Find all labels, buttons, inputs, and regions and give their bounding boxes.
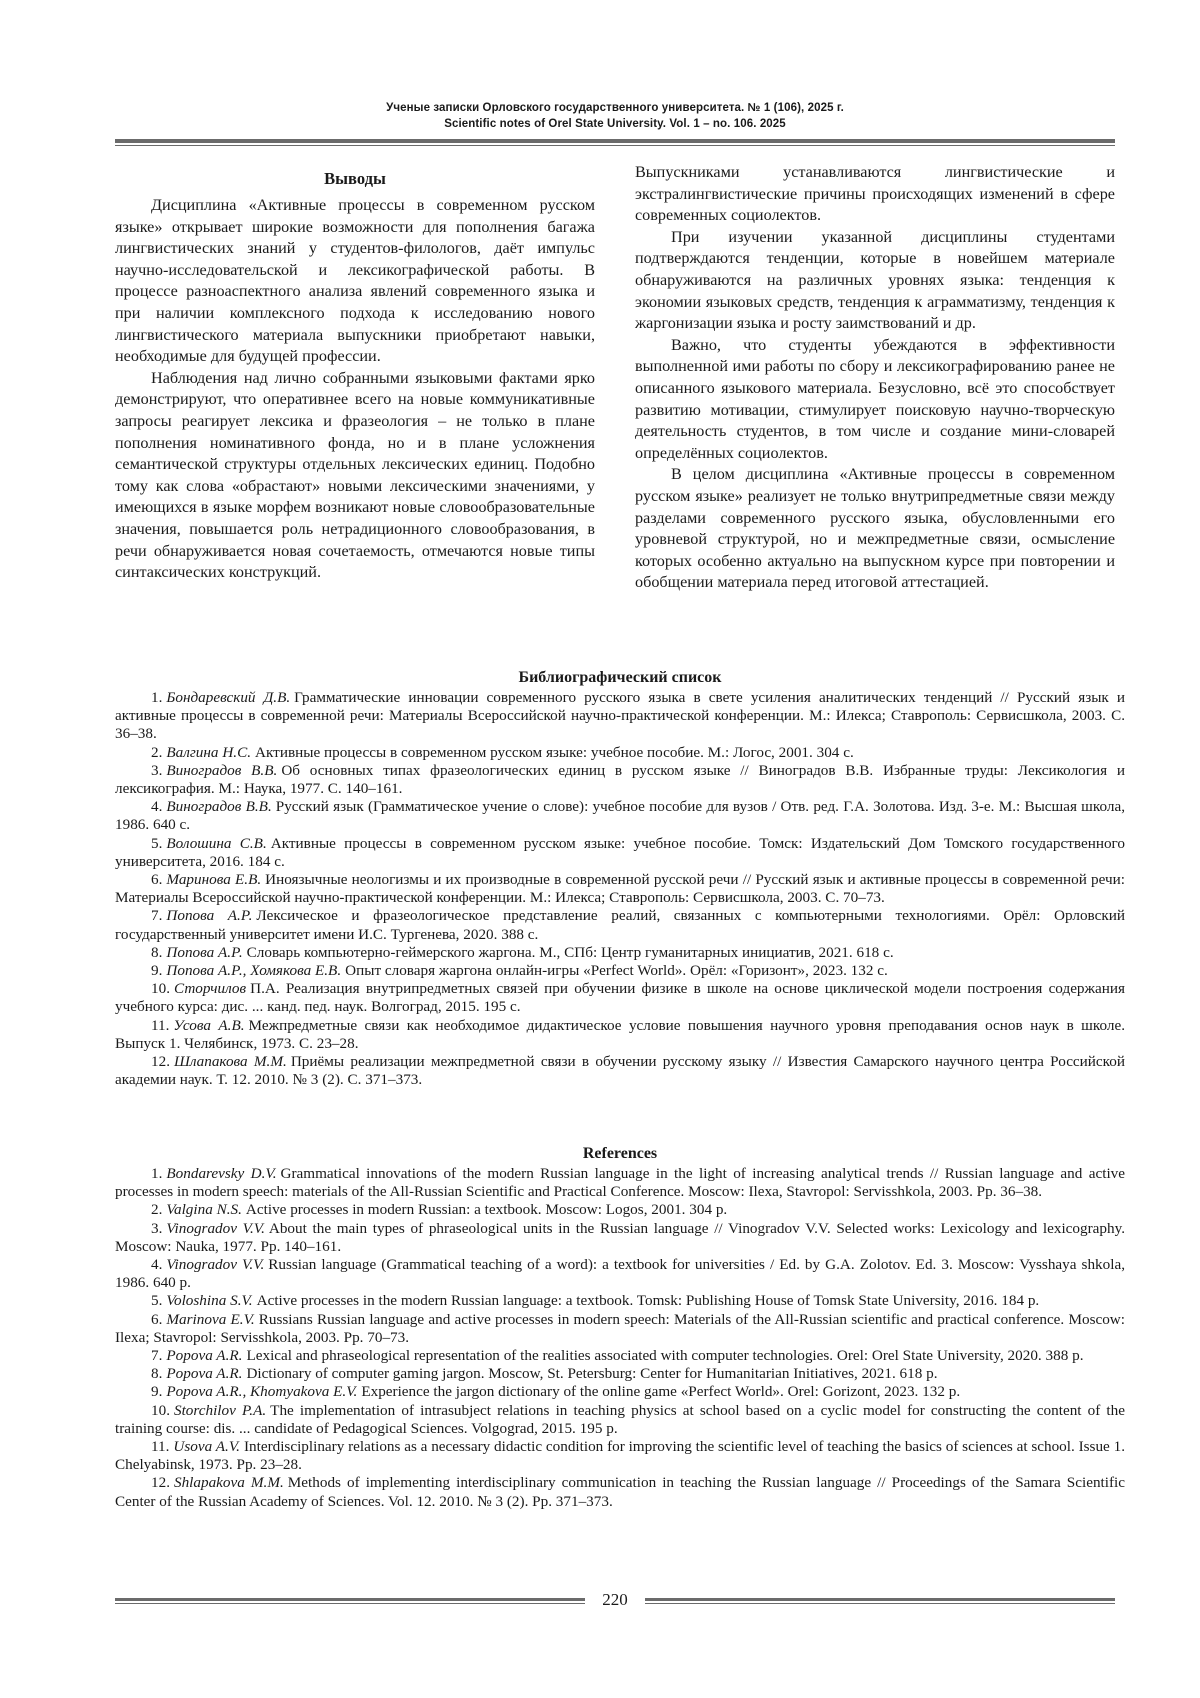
reference-number: 1. [151, 1165, 163, 1182]
reference-text: Methods of implementing interdisciplinary communication in teaching the Russian language // Proceedings of the Samara Scientific Center of the Russian Academy of Sciences. Vol. 12. 2010. № 3 (2). Pp. 371–373. [115, 1474, 1125, 1510]
reference-item [115, 1165, 1125, 1201]
bibliography-section [115, 668, 1125, 1089]
reference-number: 5. [151, 1292, 163, 1310]
conclusions-title: Выводы [324, 169, 386, 188]
reference-number: 6. [151, 1310, 163, 1328]
reference-author: Storchilov P.A. [173, 1401, 267, 1419]
reference-number: 7. [151, 907, 163, 925]
reference-number: 4. [151, 1256, 163, 1274]
bibliography-title: Библиографический список [518, 669, 722, 686]
reference-text: Grammatical innovations of the modern Russian language in the light of increasing analytical trends // Russian language and active processes in modern speech: materials of the All-Russian Scientific and Practical Conference. Moscow: Ilexa, Stavropol: Servisshkola, 2003. Pp. 36–38. [115, 1165, 1125, 1201]
reference-item [115, 1256, 1125, 1292]
references-section [115, 1144, 1125, 1511]
reference-text: Active processes in modern Russian: a textbook. Moscow: Logos, 2001. 304 p. [245, 1201, 728, 1219]
reference-author: Popova A.R. [166, 1347, 243, 1365]
reference-item [115, 835, 1125, 871]
reference-author: Попова А.Р., Хомякова Е.В. [166, 962, 342, 980]
reference-text: Russian language (Grammatical teaching of a word): a textbook for universities / Ed. by G.A. Zolotov. Ed. 3. Moscow: Vysshaya shkola, 1986. 640 p. [115, 1256, 1126, 1292]
right-column [635, 162, 1115, 594]
reference-author: Valgina N.S. [166, 1201, 242, 1219]
reference-text: Активные процессы в современном русском языке: учебное пособие. Томск: Издательский Дом Томского государственного университета, 2016. 184 с. [115, 834, 1125, 870]
reference-text: Лексическое и фразеологическое представление реалий, связанных с компьютерными технологиями. Орёл: Орловский государственный университет имени И.С. Тургенева, 2020. 388 с. [115, 907, 1125, 943]
reference-number: 9. [151, 1383, 163, 1401]
page-number: 220 [602, 1590, 628, 1609]
reference-number: 7. [151, 1347, 163, 1365]
reference-item [115, 944, 1125, 962]
paragraph: При изучении указанной дисциплины студентами подтверждаются тенденции, которые в новейшем материале обнаруживаются на различных уровнях языка: тенденция к экономии языковых средств, тенденция к аграмматизму, тенденция к жаргонизации языка и росту заимствований и др. [635, 227, 1115, 333]
reference-number: 6. [151, 871, 163, 889]
reference-number: 8. [151, 1365, 163, 1383]
reference-item [115, 1438, 1125, 1474]
reference-item [115, 1311, 1125, 1347]
reference-author: Виноградов В.В. [166, 761, 278, 779]
journal-header [115, 100, 1115, 132]
reference-author: Волошина С.В. [166, 834, 267, 852]
reference-item [115, 1474, 1125, 1510]
reference-item [115, 1402, 1125, 1438]
reference-author: Виноградов В.В. [166, 798, 272, 816]
reference-author: Валгина Н.С. [166, 743, 252, 761]
reference-text: The implementation of intrasubject relations in teaching physics at school based on a cyclic model for constructing the content of the training course: dis. ... candidate of Pedagogical Sciences. Volgograd, 2015. 195 p. [115, 1401, 1125, 1437]
reference-item [115, 762, 1125, 798]
reference-text: Грамматические инновации современного русского языка в свете усиления аналитических тенденций // Русский язык и активные процессы в современной речи: Материалы Всероссийской научно-практической конференции. М.: Илекса; Ставрополь: Сервисшкола, 2003. С. 36–38. [115, 689, 1126, 743]
reference-text: Active processes in the modern Russian language: a textbook. Tomsk: Publishing House of Tomsk State University, 2016. 184 p. [256, 1292, 1040, 1310]
reference-item [115, 744, 1125, 762]
header-divider [115, 139, 1115, 146]
reference-number: 5. [151, 834, 163, 852]
reference-author: Bondarevsky D.V. [166, 1165, 277, 1182]
reference-number: 1. [151, 689, 163, 706]
reference-item [115, 1053, 1125, 1089]
paragraph-continuation: Выпускниками устанавливаются лингвистические и экстралингвистические причины происходящих изменений в сфере современных социолектов. [635, 163, 1115, 225]
reference-item [115, 1220, 1125, 1256]
reference-text: Experience the jargon dictionary of the online game «Perfect World». Orel: Gorizont, 2023. 132 p. [361, 1383, 961, 1401]
reference-item [115, 962, 1125, 980]
reference-text: Приёмы реализации межпредметной связи в обучении русскому языку // Известия Самарского научного центра Российской академии наук. Т. 12. 2010. № 3 (2). С. 371–373. [115, 1053, 1126, 1089]
reference-number: 2. [151, 1201, 163, 1219]
reference-author: Popova A.R. [166, 1365, 243, 1383]
reference-number: 10. [151, 1401, 170, 1419]
reference-author: Vinogradov V.V. [166, 1219, 265, 1237]
reference-text: Об основных типах фразеологических единиц в русском языке // Виноградов В.В. Избранные труды: Лексикология и лексикография. М.: Наука, 1977. С. 140–161. [115, 761, 1125, 798]
reference-item [115, 798, 1125, 834]
reference-text: Иноязычные неологизмы и их производные в современной русской речи // Русский язык и активные процессы в современной речи: Материалы Всероссийской научно-практической конференции. М.: Илекса; Ставрополь: Сервисшкола, 2003. С. 70–73. [115, 871, 1125, 907]
reference-number: 12. [151, 1474, 170, 1492]
reference-text: Русский язык (Грамматическое учение о слове): учебное пособие для вузов / Отв. ред. Г.А. Золотова. Изд. 3-е. М.: Высшая школа, 1986. 640 с. [115, 798, 1125, 834]
reference-text: Межпредметные связи как необходимое дидактическое условие повышения научного уровня преподавания основ наук в школе. Выпуск 1. Челябинск, 1973. С. 23–28. [115, 1016, 1125, 1052]
paragraph: Наблюдения над лично собранными языковыми фактами ярко демонстрируют, что оперативнее всего на новые коммуникативные запросы реагирует лексика и фразеология – не только в плане пополнения номинативного фонда, но и в плане усложнения семантической структуры отдельных лексических единиц. Подобно тому как слова «обрастают» новыми лексическими значениями, у имеющихся в языке морфем возникают новые словообразовательные значения, повышается роль нетрадиционного словообразования, в речи обнаруживается новая сочетаемость, отмечаются новые типы синтаксических конструкций. [115, 368, 595, 582]
bibliography-list [115, 689, 1125, 1089]
reference-author: Popova A.R., Khomyakova E.V. [166, 1383, 358, 1401]
reference-author: Shlapakova M.M. [173, 1474, 284, 1492]
left-column [115, 164, 595, 584]
paragraph: Дисциплина «Активные процессы в современном русском языке» открывает широкие возможности для пополнения багажа лингвистических знаний у студентов-филологов, даёт импульс научно-исследовательской и лексикографической работы. В процессе разноаспектного анализа явлений современного языка и при наличии комплексного подхода к исследованию нового лингвистического материала выпускники приобретают навыки, необходимые для будущей профессии. [115, 196, 595, 366]
reference-item [115, 907, 1125, 943]
reference-author: Маринова Е.В. [166, 871, 262, 889]
references-list [115, 1165, 1125, 1511]
reference-item [115, 1292, 1125, 1310]
reference-text: Lexical and phraseological representation of the realities associated with computer technologies. Orel: Orel State University, 2020. 388 p. [246, 1347, 1084, 1365]
reference-text: Словарь компьютерно-геймерского жаргона. М., СПб: Центр гуманитарных инициатив, 2021. 618 с. [246, 943, 894, 961]
reference-text: Активные процессы в современном русском языке: учебное пособие. М.: Логос, 2001. 304 с. [255, 743, 854, 761]
reference-number: 11. [151, 1438, 170, 1456]
reference-item [115, 980, 1125, 1016]
footer-rule-right [645, 1598, 1115, 1604]
reference-item [115, 871, 1125, 907]
reference-text: Russians Russian language and active processes in modern speech: Materials of the All-Russian scientific and practical conference. Moscow: Ilexa; Stavropol: Servisshkola, 2003. Pp. 70–73. [115, 1310, 1125, 1346]
reference-author: Usova A.V. [173, 1438, 240, 1456]
reference-text: П.А. Реализация внутрипредметных связей при обучении физике в школе на основе циклической модели построения содержания учебного курса: дис. ... канд. пед. наук. Волгоград, 2015. 195 с. [115, 980, 1125, 1016]
reference-number: 12. [151, 1053, 170, 1071]
reference-text: About the main types of phraseological units in the Russian language // Vinogradov V.V. Selected works: Lexicology and lexicography. Moscow: Nauka, 1977. Pp. 140–161. [115, 1219, 1125, 1255]
reference-author: Попова А.Р. [166, 907, 253, 925]
reference-author: Marinova E.V. [166, 1310, 255, 1328]
reference-item [115, 1383, 1125, 1401]
reference-number: 10. [151, 980, 170, 998]
footer-rule-left [115, 1598, 585, 1604]
journal-header-en: Scientific notes of Orel State University. Vol. 1 – no. 106. 2025 [444, 118, 786, 130]
reference-text: Interdisciplinary relations as a necessary didactic condition for improving the scientific level of teaching the basics of sciences at school. Issue 1. Chelyabinsk, 1973. Pp. 23–28. [115, 1438, 1125, 1474]
reference-number: 8. [151, 943, 163, 961]
reference-item [115, 1365, 1125, 1383]
paragraph: В целом дисциплина «Активные процессы в современном русском языке» реализует не только внутрипредметные связи между разделами современного русского языка, обусловленными его уровневой структурой, но и межпредметные связи, осмысление которых особенно актуально на выпускном курсе при повторении и обобщении материала перед итоговой аттестацией. [635, 465, 1115, 592]
reference-number: 2. [151, 743, 163, 761]
journal-header-ru: Ученые записки Орловского государственного университета. № 1 (106), 2025 г. [386, 102, 844, 114]
reference-author: Усова А.В. [173, 1016, 245, 1034]
reference-author: Vinogradov V.V. [166, 1256, 265, 1274]
reference-author: Попова А.Р. [166, 943, 243, 961]
reference-item [115, 1347, 1125, 1365]
references-title: References [582, 1145, 658, 1162]
page-footer [115, 1592, 1115, 1612]
reference-number: 9. [151, 962, 163, 980]
reference-item [115, 1017, 1125, 1053]
reference-item [115, 689, 1125, 744]
reference-author: Бондаревский Д.В. [166, 689, 291, 706]
reference-item [115, 1201, 1125, 1219]
reference-number: 11. [151, 1016, 170, 1034]
reference-text: Dictionary of computer gaming jargon. Moscow, St. Petersburg: Center for Humanitarian Initiatives, 2021. 618 p. [246, 1365, 938, 1383]
reference-text: Опыт словаря жаргона онлайн-игры «Perfect World». Орёл: «Горизонт», 2023. 132 с. [345, 962, 888, 980]
paragraph: Важно, что студенты убеждаются в эффективности выполненной ими работы по сбору и лексикографированию ранее не описанного языкового материала. Безусловно, всё это способствует развитию мотивации, стимулирует поисковую научно-творческую деятельность студентов, в том числе и создание мини-словарей определённых социолектов. [635, 335, 1115, 462]
reference-author: Voloshina S.V. [166, 1292, 253, 1310]
reference-author: Шлапакова М.М. [173, 1053, 287, 1071]
reference-number: 3. [151, 1219, 163, 1237]
reference-number: 4. [151, 798, 163, 816]
reference-author: Сторчилов [173, 980, 247, 998]
reference-number: 3. [151, 761, 163, 779]
